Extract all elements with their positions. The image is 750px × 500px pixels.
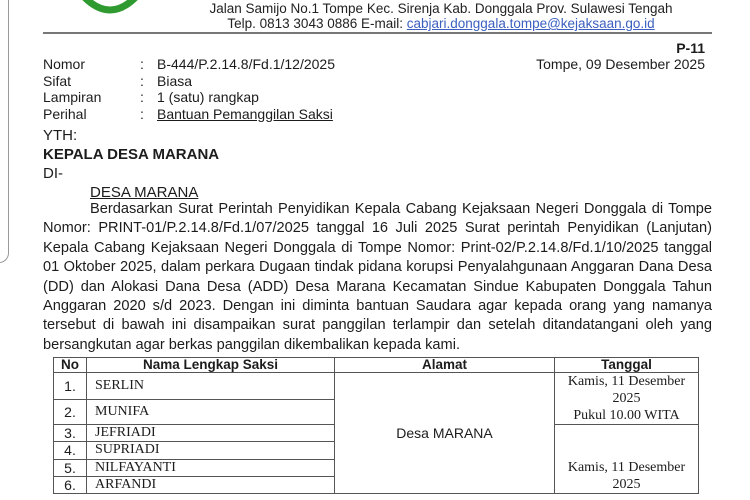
row-no: 1. (54, 373, 87, 400)
meta-row-lampiran (43, 89, 335, 106)
meta-value: 1 (satu) rangkap (157, 89, 259, 105)
meta-value: Biasa (157, 72, 193, 89)
row-name: JEFRIADI (87, 425, 335, 442)
row-no: 5. (54, 459, 87, 476)
row-name: SERLIN (87, 373, 335, 400)
row-name: NILFAYANTI (87, 459, 335, 476)
row-name: ARFANDI (87, 476, 335, 493)
table-header (54, 358, 699, 373)
meta-colon: : (140, 72, 144, 89)
schedule-cell-1 (555, 373, 699, 425)
col-name: Nama Lengkap Saksi (87, 358, 335, 373)
letterhead-divider (43, 32, 712, 34)
meta-row-nomor (43, 56, 335, 73)
table-row (54, 373, 699, 400)
witness-table (53, 357, 699, 494)
row-no: 3. (54, 425, 87, 442)
meta-value (157, 106, 333, 123)
salutation: YTH: (43, 127, 78, 144)
meta-colon: : (140, 89, 144, 105)
meta-row-perihal (43, 106, 335, 123)
schedule-cell-2 (555, 425, 699, 494)
row-address: Desa MARANA (335, 373, 555, 494)
addressee-block (43, 126, 219, 202)
schedule-day: Kamis, 11 Desember (567, 460, 686, 475)
meta-label: Sifat (43, 72, 72, 89)
row-name: MUNIFA (87, 399, 335, 425)
col-date: Tanggal (555, 358, 699, 373)
letterhead-address: Jalan Samijo No.1 Tompe Kec. Sirenja Kab. Donggala Prov. Sulawesi Tengah (209, 1, 673, 16)
meta-value: B-444/P.2.14.8/Fd.1/12/2025 (157, 56, 335, 72)
meta-label: Lampiran (43, 89, 102, 105)
kejaksaan-emblem-icon (72, 0, 148, 16)
row-no: 6. (54, 476, 87, 493)
recipient-place: DESA MARANA (90, 184, 199, 201)
contact-phone: Telp. 0813 3043 0886 E-mail: (227, 16, 407, 31)
subject-text: Bantuan Pemanggilan Saksi (157, 105, 333, 122)
row-name: SUPRIADI (87, 442, 335, 459)
di-label: DI- (43, 165, 63, 182)
col-no: No (54, 358, 87, 373)
email-link[interactable]: cabjari.donggala.tompe@kejaksaan.go.id (406, 16, 655, 31)
meta-label: Nomor (43, 56, 86, 72)
meta-colon: : (140, 105, 144, 122)
schedule-time: Pukul 10.00 WITA (573, 408, 680, 423)
letter-body: Berdasarkan Surat Perintah Penyidikan Kepala Cabang Kejaksaan Negeri Donggala di Tompe Nomor: PRINT-01/P.2.14.8/Fd.1/07/2025 tanggal 16 Juli 2025 Surat perintah Penyidikan (Lanjutan) Kepala Cabang Kejaksaan Negeri Donggala di Tompe Nomor: Print-02/P.2.14.8/Fd.1/10/2025 tanggal 01 Oktober 2025, dalam perkara Dugaan tindak pidana korupsi Penyalahgunaan Anggaran Dana Desa (DD) dan Alokasi Dana Desa (ADD) Desa Marana Kecamatan Sindue Kabupaten Donggala Tahun Anggaran 2020 s/d 2023. Dengan ini diminta bantuan Saudara agar kepada orang yang namanya tersebut di bawah ini disampaikan surat panggilan terlampir dan setelah ditandatangani oleh yang bersangkutan agar berkas panggilan dikembalikan kepada kami. (43, 201, 712, 353)
meta-colon: : (140, 56, 144, 72)
row-no: 4. (54, 442, 87, 459)
schedule-day: Kamis, 11 Desember (567, 374, 686, 389)
place-date: Tompe, 09 Desember 2025 (536, 56, 705, 72)
col-address: Alamat (335, 358, 555, 373)
meta-row-sifat (43, 73, 335, 90)
meta-label: Perihal (43, 105, 87, 122)
recipient: KEPALA DESA MARANA (43, 146, 220, 163)
form-code: P-11 (676, 40, 705, 56)
letter-meta (43, 56, 335, 122)
schedule-year: 2025 (612, 391, 641, 406)
letterhead-contact (150, 16, 732, 31)
row-no: 2. (54, 399, 87, 425)
card-border (0, 0, 9, 263)
schedule-year: 2025 (612, 477, 641, 492)
